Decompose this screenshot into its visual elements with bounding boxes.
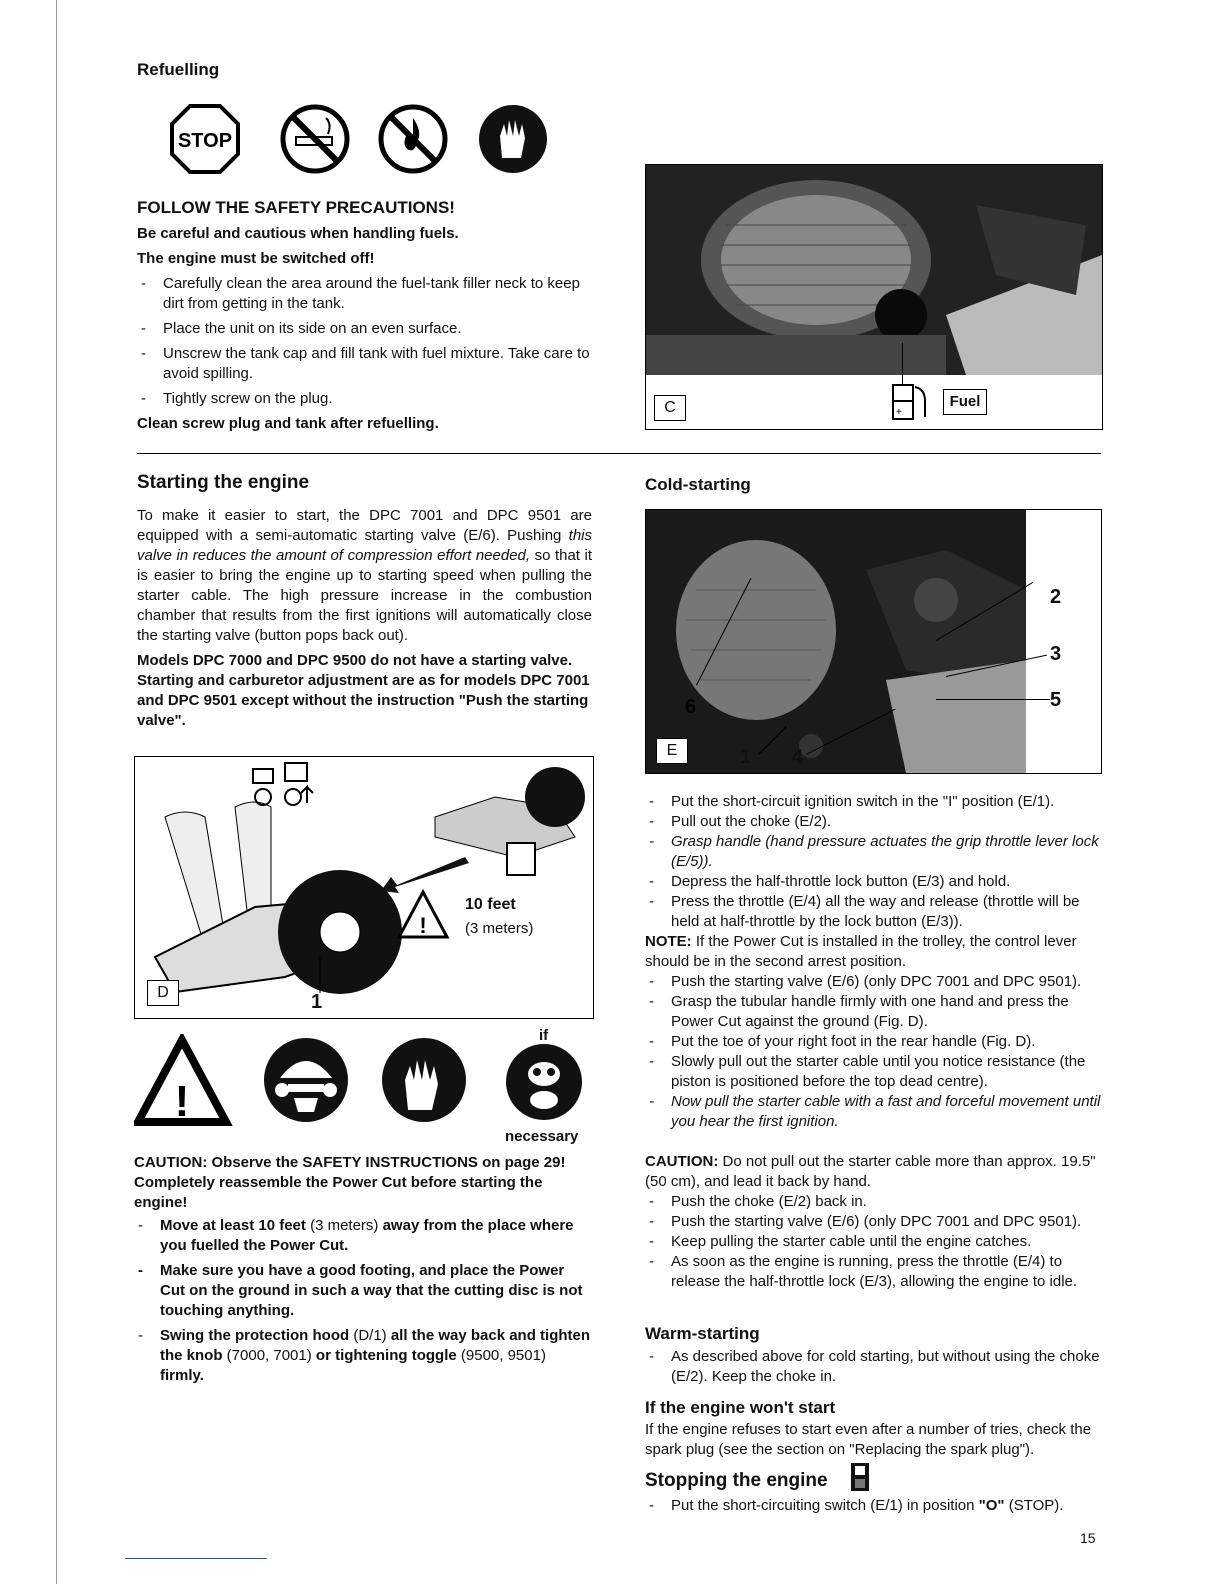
stop-text-a: Put the short-circuiting switch (E/1) in position	[671, 1497, 979, 1514]
footnote-rule	[125, 1558, 267, 1559]
figure-d-label: D	[147, 980, 179, 1006]
figure-d-callout-1: 1	[311, 991, 323, 1013]
fuel-can-icon	[891, 379, 931, 423]
move-text-c: away from the place where you fuelled the Power Cut.	[160, 1217, 574, 1254]
list-item: - Press the throttle (E/4) all the way and release (throttle will be held at half-throttle by the lock button (E/3)).	[645, 892, 1101, 932]
wear-gloves-icon	[479, 105, 547, 173]
list-item: - Grasp handle (hand pressure actuates the grip throttle lever lock (E/5)).	[645, 832, 1101, 872]
list-item	[645, 1496, 1101, 1516]
ignition-switch-icon	[850, 1462, 870, 1492]
section-divider	[137, 453, 1101, 454]
list-item: - Put the short-circuit ignition switch in the "I" position (E/1).	[645, 792, 1101, 812]
stop-text-c: (STOP).	[1004, 1497, 1064, 1514]
warning-triangle-icon	[138, 1040, 226, 1126]
wear-gloves-icon	[382, 1038, 466, 1122]
models-note: Models DPC 7000 and DPC 9500 do not have a starting valve. Starting and carburetor adjustment are as for models DPC 7001 and DPC 9501 except without the instruction "Push the starting valve".	[137, 652, 590, 729]
starting-paragraph	[137, 506, 592, 646]
svg-text:STOP: STOP	[177, 130, 233, 152]
starting-heading: Starting the engine	[137, 472, 310, 493]
cold-steps-1	[645, 792, 1101, 932]
stop-text-b: "O"	[978, 1497, 1005, 1514]
figure-d	[134, 756, 594, 1019]
figure-c	[645, 164, 1103, 430]
svg-text:!: !	[174, 1077, 190, 1126]
list-item: - Place the unit on its side on an even surface.	[137, 319, 595, 339]
engine-photo-art	[646, 165, 1102, 375]
hood-text-c: all the way back and tighten the knob	[160, 1327, 591, 1364]
list-item: - Unscrew the tank cap and fill tank with fuel mixture. Take care to avoid spilling.	[137, 344, 595, 384]
warm-steps	[645, 1347, 1101, 1387]
caution-paragraph	[645, 1152, 1101, 1192]
caution-steps	[134, 1216, 592, 1386]
necessary-label: necessary	[505, 1128, 579, 1145]
figure-c-label: C	[654, 395, 686, 421]
starting-text-a: To make it easier to start, the DPC 7001 and DPC 9501 are equipped with a semi-automatic starting valve (E/6). Pushing	[137, 507, 592, 544]
refuelling-steps	[137, 274, 595, 409]
refuelling-closing: Clean screw plug and tank after refuelling.	[137, 415, 439, 432]
hood-text-g: firmly.	[160, 1367, 204, 1384]
caution-text: CAUTION: Observe the SAFETY INSTRUCTIONS on page 29! Completely reassemble the Power Cut before starting the engine!	[134, 1154, 566, 1211]
figure-e-label: E	[656, 738, 688, 764]
figure-e-callout-6: 6	[685, 696, 697, 718]
list-item: - Depress the half-throttle lock button (E/3) and hold.	[645, 872, 1101, 892]
list-item: - Push the choke (E/2) back in.	[645, 1192, 1101, 1212]
no-open-flame-icon	[381, 107, 445, 171]
distance-meters: (3 meters)	[465, 920, 534, 937]
list-item: - Push the starting valve (E/6) (only DPC 7001 and DPC 9501).	[645, 1212, 1101, 1232]
cold-caution-label: CAUTION:	[645, 1153, 719, 1170]
svg-text:+: +	[896, 407, 902, 418]
list-item: - Grasp the tubular handle firmly with one hand and press the Power Cut against the ground (Fig. D).	[645, 992, 1101, 1032]
figure-e-callout-2: 2	[1050, 586, 1062, 608]
hood-text-a: Swing the protection hood	[160, 1327, 350, 1344]
refuelling-sign-row	[170, 104, 570, 174]
cold-starting-heading: Cold-starting	[645, 475, 751, 494]
figure-d-illustration	[135, 757, 593, 1018]
cold-steps-3	[645, 1192, 1101, 1292]
note-label: NOTE:	[645, 933, 692, 950]
list-item: - As described above for cold starting, but without using the choke (E/2). Keep the choke in.	[645, 1347, 1101, 1387]
refuelling-signs	[170, 104, 570, 179]
starting-text-b: this valve in reduces the amount of compression effort needed,	[137, 527, 592, 564]
hood-text-f: (9500, 9501)	[456, 1347, 546, 1364]
if-label: if	[539, 1027, 549, 1044]
hood-text-b: (D/1)	[349, 1327, 391, 1344]
fuel-label: Fuel	[943, 389, 987, 415]
move-text-b: (3 meters)	[305, 1217, 383, 1234]
cold-caution-text: Do not pull out the starter cable more than approx. 19.5" (50 cm), and lead it back by hand.	[645, 1153, 1096, 1190]
hood-text-e: or tightening toggle	[315, 1347, 457, 1364]
note-text: If the Power Cut is installed in the trolley, the control lever should be in the second arrest position.	[645, 933, 1077, 970]
engine-off-line: The engine must be switched off!	[137, 250, 375, 267]
list-item: - Push the starting valve (E/6) (only DPC 7001 and DPC 9501).	[645, 972, 1101, 992]
list-item: - Tightly screw on the plug.	[137, 389, 595, 409]
list-item: - Pull out the choke (E/2).	[645, 812, 1101, 832]
move-text-a: Move at least 10 feet	[160, 1217, 306, 1234]
page-number: 15	[1080, 1530, 1096, 1546]
fuel-caution-line: Be careful and cautious when handling fuels.	[137, 225, 459, 242]
list-item: - Put the toe of your right foot in the rear handle (Fig. D).	[645, 1032, 1101, 1052]
ppe-icons	[134, 1034, 594, 1130]
list-item: - Keep pulling the starter cable until the engine catches.	[645, 1232, 1101, 1252]
stop-sign-icon	[172, 106, 238, 172]
list-item: - Make sure you have a good footing, and place the Power Cut on the ground in such a way that the cutting disc is not touching anything.	[134, 1261, 592, 1321]
figure-e-callout-1: 1	[740, 746, 752, 768]
list-item: - Slowly pull out the starter cable until you notice resistance (the piston is positioned before the top dead centre).	[645, 1052, 1101, 1092]
hood-text-d: (7000, 7001)	[222, 1347, 316, 1364]
list-item: - As soon as the engine is running, press the throttle (E/4) to release the half-throttle lock (E/3), allowing the engine to idle.	[645, 1252, 1101, 1292]
stopping-steps	[645, 1496, 1101, 1516]
svg-text:!: !	[419, 913, 427, 938]
list-item: - Carefully clean the area around the fuel-tank filler neck to keep dirt from getting in the tank.	[137, 274, 595, 314]
respirator-icon	[506, 1044, 582, 1120]
figure-e-callout-4: 4	[792, 746, 804, 768]
wont-start-text: If the engine refuses to start even after a number of tries, check the spark plug (see the section on "Replacing the spark plug").	[645, 1421, 1092, 1458]
helmet-ear-protection-icon	[264, 1038, 348, 1122]
engine-photo	[646, 165, 1102, 375]
figure-e-photo	[646, 510, 1101, 773]
safety-heading: FOLLOW THE SAFETY PRECAUTIONS!	[137, 198, 455, 217]
figure-e-callout-5: 5	[1050, 689, 1062, 711]
leader-5	[936, 699, 1050, 700]
distance-feet: 10 feet	[465, 896, 516, 913]
warm-starting-heading: Warm-starting	[645, 1324, 760, 1343]
refuelling-heading: Refuelling	[137, 60, 220, 79]
list-item: - Now pull the starter cable with a fast and forceful movement until you hear the first ignition.	[645, 1092, 1101, 1132]
note-paragraph	[645, 932, 1101, 972]
cold-steps-2	[645, 972, 1101, 1132]
list-item	[134, 1326, 592, 1386]
no-smoking-icon	[283, 107, 347, 171]
stopping-heading: Stopping the engine	[645, 1470, 828, 1491]
starting-text-c: so that it is easier to bring the engine up to starting speed when pulling the starter cable. The high pressure increase in the combustion chamber that results from the first ignitions will automatically close the starting valve (button pops back out).	[137, 547, 592, 644]
margin-rule	[56, 0, 57, 1584]
figure-e-callout-3: 3	[1050, 643, 1062, 665]
figure-e	[645, 509, 1102, 774]
list-item	[134, 1216, 592, 1256]
wont-start-heading: If the engine won't start	[645, 1398, 836, 1417]
